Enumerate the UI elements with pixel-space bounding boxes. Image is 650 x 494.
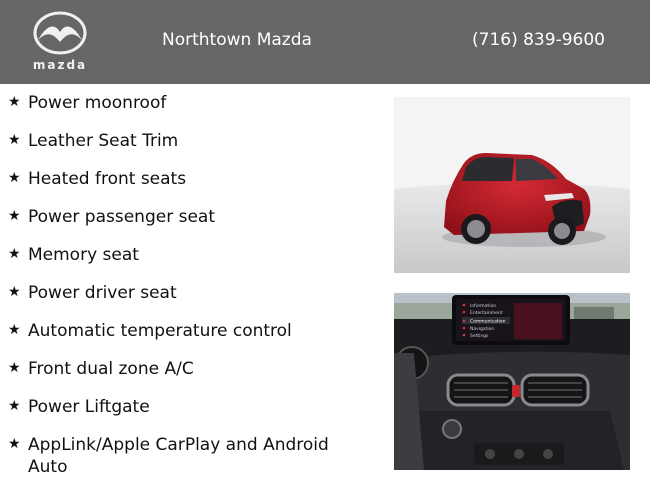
feature-label: Power passenger seat [28,207,215,227]
star-icon: ★ [8,360,21,376]
feature-label: Power Liftgate [28,397,150,417]
screen-item-label: Settings [470,334,489,339]
star-icon: ★ [8,246,21,262]
feature-label: AppLink/Apple CarPlay and Android Auto [28,435,329,477]
star-icon: ★ [8,284,21,300]
star-icon: ★ [8,436,21,452]
star-icon: ★ [8,322,21,338]
feature-item [8,434,368,478]
feature-list [8,92,368,494]
feature-label: Power driver seat [28,283,177,303]
screen-item-label: Navigation [470,327,495,332]
mazda-logo [24,10,96,74]
dealer-name: Northtown Mazda [162,30,312,50]
feature-item [8,396,368,418]
dealer-header [0,0,650,84]
star-icon: ★ [8,208,21,224]
screen-item-label: Entertainment [470,311,503,316]
screen-item-label: Communication [470,319,506,325]
star-icon: ★ [8,132,21,148]
logo-wordmark: mazda [32,58,88,72]
feature-item [8,244,368,266]
feature-item [8,92,368,114]
feature-item [8,168,368,190]
feature-item [8,358,368,380]
vehicle-exterior-photo[interactable] [394,97,630,273]
feature-label: Power moonroof [28,93,167,113]
mazda-emblem-icon [24,10,96,58]
dealer-phone[interactable]: (716) 839-9600 [472,30,605,50]
star-icon: ★ [8,398,21,414]
feature-item [8,206,368,228]
feature-label: Front dual zone A/C [28,359,194,379]
feature-item [8,320,368,342]
screen-item-label: Information [470,304,497,309]
feature-label: Leather Seat Trim [28,131,179,151]
star-icon: ★ [8,94,21,110]
feature-item [8,130,368,152]
feature-item [8,282,368,304]
feature-label: Memory seat [28,245,139,265]
dashboard-image [394,293,630,470]
feature-label: Heated front seats [28,169,187,189]
vehicle-interior-photo[interactable] [394,293,630,470]
feature-label: Automatic temperature control [28,321,292,341]
red-suv-image [394,97,630,273]
star-icon: ★ [8,170,21,186]
